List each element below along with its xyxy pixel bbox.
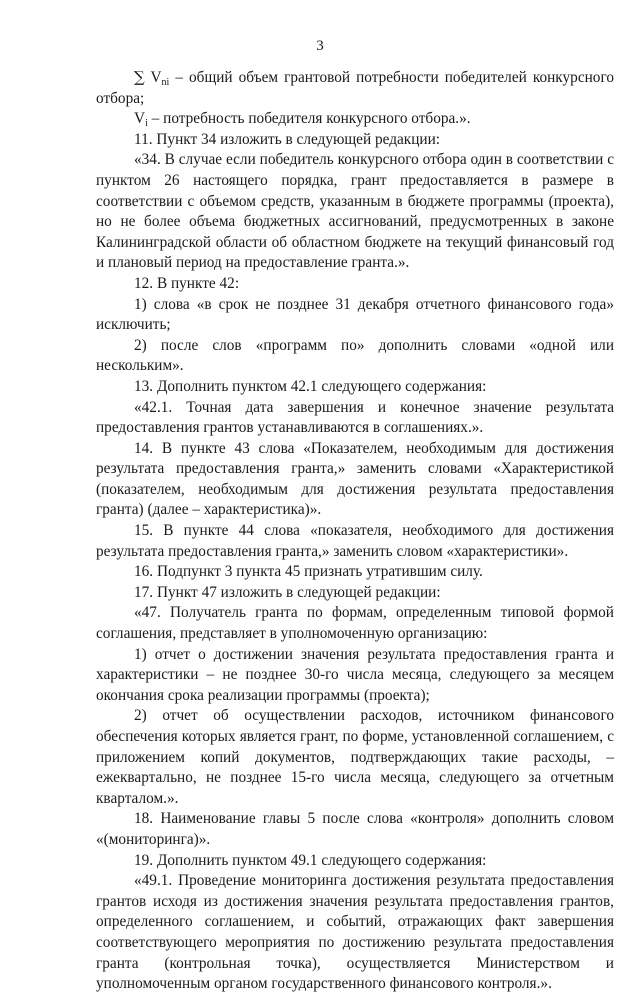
paragraph-text: – потребность победителя конкурсного отбора.». bbox=[147, 110, 471, 128]
paragraph-item-19: 19. Дополнить пунктом 49.1 следующего содержания: bbox=[134, 851, 487, 869]
variable-subscript: ni bbox=[161, 77, 170, 88]
paragraph-item-15: 15. В пункте 44 слова «показателя, необходимого для достижения результата предоставления гранта,» заменить словом «характеристики». bbox=[96, 522, 614, 560]
page-number: 3 bbox=[316, 38, 324, 54]
paragraph-sum-definition bbox=[96, 67, 614, 109]
paragraph-item-11: 11. Пункт 34 изложить в следующей редакции: bbox=[134, 130, 441, 148]
paragraph-clause-49-1: «49.1. Проведение мониторинга достижения результата предоставления грантов исходя из достижения значения результата предоставления грантов, определенного соглашением, и событий, отражающих факт завершения соответствующего мероприятия по достижению результата предоставления гранта (контрольная точка), осуществляется Министерством и уполномоченным органом государственного финансового контроля.». bbox=[96, 872, 614, 993]
paragraph-clause-42-1: «42.1. Точная дата завершения и конечное значение результата предоставления грантов устанавливаются в соглашениях.». bbox=[96, 398, 614, 437]
paragraph-item-16: 16. Подпункт 3 пункта 45 признать утратившим силу. bbox=[134, 563, 483, 581]
paragraph-item-12: 12. В пункте 42: bbox=[134, 274, 240, 292]
variable-v: V bbox=[150, 69, 162, 86]
paragraph-vi-definition bbox=[96, 109, 614, 130]
paragraph-clause-47: «47. Получатель гранта по формам, определенным типовой формой соглашения, представляет в уполномоченную организацию: bbox=[96, 604, 614, 643]
paragraph-item-14: 14. В пункте 43 слова «Показателем, необходимым для достижения результата предоставления гранта,» заменить словами «Характеристикой (показателем, необходимым для достижения результата предоставления гранта) (далее – характеристика)». bbox=[96, 439, 614, 519]
paragraph-text: – общий объем грантовой потребности победителей конкурсного отбора; bbox=[96, 69, 614, 107]
variable-v: V bbox=[134, 110, 146, 128]
paragraph-clause-47-2: 2) отчет об осуществлении расходов, источником финансового обеспечения которых является грант, по форме, установленной соглашением, с приложением копий документов, подтверждающих такие расходы, – ежеквартально, не позднее 15-го числа месяца, следующего за отчетным кварталом.». bbox=[96, 707, 614, 807]
document-body bbox=[96, 67, 614, 995]
paragraph-clause-47-1: 1) отчет о достижении значения результата предоставления гранта и характеристики – не позднее 30-го числа месяца, следующего за месяцем окончания срока реализации программы (проекта); bbox=[96, 645, 614, 704]
paragraph-clause-34: «34. В случае если победитель конкурсного отбора один в соответствии с пунктом 26 настоящего порядка, грант предоставляется в размере в соответствии с объемом средств, указанным в бюджете программы (проекта), но не более объема бюджетных ассигнований, предусмотренных в законе Калининградской области об областном бюджете на текущий финансовый год и плановый период на предоставление гранта.». bbox=[96, 151, 614, 272]
paragraph-item-17: 17. Пункт 47 изложить в следующей редакции: bbox=[134, 583, 441, 601]
paragraph-item-13: 13. Дополнить пунктом 42.1 следующего содержания: bbox=[134, 377, 487, 395]
paragraph-item-18: 18. Наименование главы 5 после слова «контроля» дополнить словом «(мониторинга)». bbox=[96, 810, 614, 848]
paragraph-item-12-1: 1) слова «в срок не позднее 31 декабря отчетного финансового года» исключить; bbox=[96, 295, 614, 334]
paragraph-item-12-2: 2) после слов «программ по» дополнить словами «одной или нескольким». bbox=[96, 336, 614, 375]
sum-symbol: ∑ bbox=[134, 68, 145, 86]
variable-subscript: i bbox=[145, 118, 148, 130]
